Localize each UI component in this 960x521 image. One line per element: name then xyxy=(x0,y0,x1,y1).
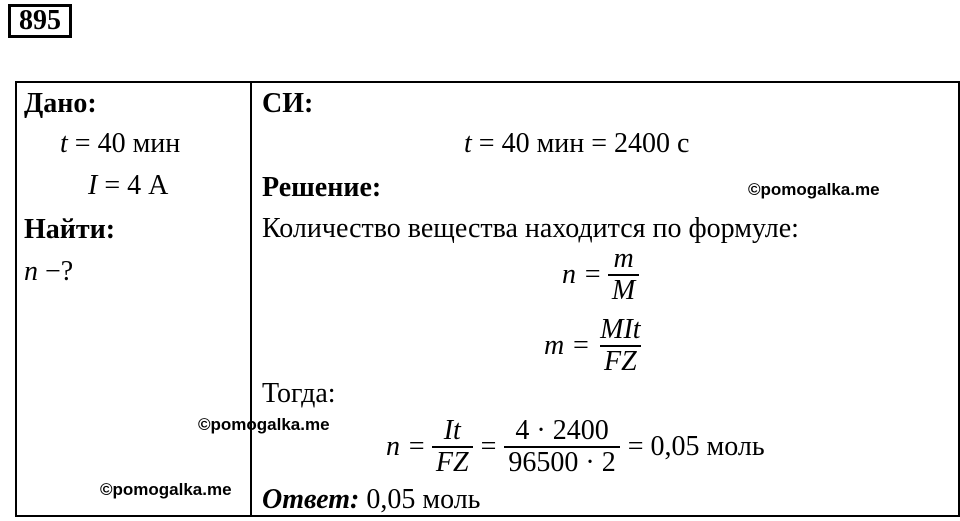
column-divider xyxy=(250,81,252,517)
eq3-fraction-1 xyxy=(432,416,473,478)
solution-intro: Количество вещества находится по формуле: xyxy=(262,213,799,244)
answer-value: 0,05 моль xyxy=(366,484,481,515)
solution-heading: Решение: xyxy=(262,172,382,203)
eq1-numerator: m xyxy=(613,243,634,274)
given-i-var: I xyxy=(88,170,98,201)
eq3-fraction-2 xyxy=(504,416,619,478)
formula-result xyxy=(386,416,765,478)
then-label: Тогда: xyxy=(262,378,336,409)
formula-mass xyxy=(544,315,645,377)
eq3-denominator-2: 96500 · 2 xyxy=(504,446,619,478)
watermark: ©pomogalka.me xyxy=(198,415,330,434)
eq3-numerator-2: 4 · 2400 xyxy=(515,415,609,446)
given-current xyxy=(88,170,168,202)
find-n-value: −? xyxy=(45,256,74,287)
problem-number: 895 xyxy=(8,4,72,38)
given-time xyxy=(60,128,180,160)
given-t-value: = 40 мин xyxy=(74,128,181,159)
watermark: ©pomogalka.me xyxy=(748,180,880,199)
eq1-fraction xyxy=(608,244,639,306)
eq2-fraction xyxy=(596,315,644,377)
eq2-denominator: FZ xyxy=(600,345,641,377)
given-i-value: = 4 А xyxy=(104,170,169,201)
si-conversion xyxy=(464,128,689,160)
find-heading: Найти: xyxy=(24,214,116,245)
eq3-lhs: n = xyxy=(386,431,426,462)
find-n-var: n xyxy=(24,256,38,287)
si-t-var: t xyxy=(464,128,472,159)
eq3-result: = 0,05 моль xyxy=(627,431,765,462)
given-heading: Дано: xyxy=(24,88,97,119)
eq3-numerator-1: It xyxy=(443,415,461,446)
given-t-var: t xyxy=(60,128,68,159)
si-heading: СИ: xyxy=(262,88,314,119)
eq2-lhs: m = xyxy=(544,330,591,361)
formula-amount xyxy=(562,244,639,306)
watermark: ©pomogalka.me xyxy=(100,480,232,499)
eq3-equals: = xyxy=(480,431,497,462)
eq3-denominator-1: FZ xyxy=(432,446,473,478)
eq1-lhs: n = xyxy=(562,259,602,290)
answer-line xyxy=(262,484,480,516)
eq1-denominator: M xyxy=(608,274,639,306)
find-quantity xyxy=(24,256,73,288)
answer-label: Ответ: xyxy=(262,484,360,515)
si-t-value: = 40 мин = 2400 с xyxy=(478,128,690,159)
eq2-numerator: MIt xyxy=(600,314,641,345)
